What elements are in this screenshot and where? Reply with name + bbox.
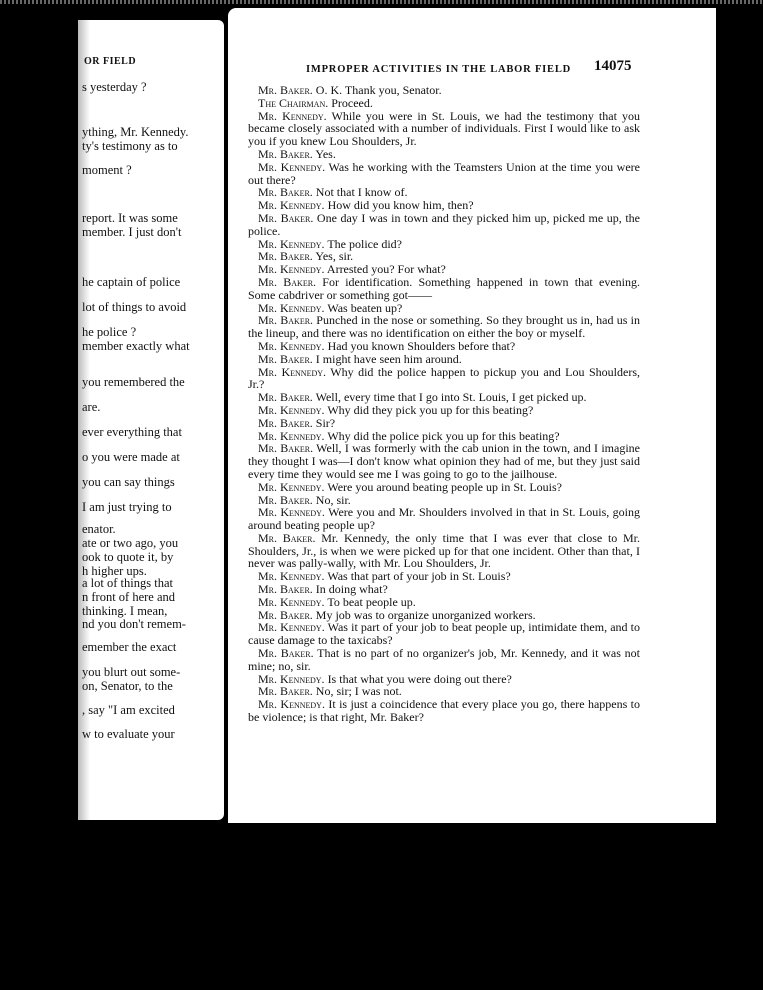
speaker-name: Mr. Baker. — [258, 684, 313, 699]
speech-text: Yes, sir. — [312, 249, 354, 264]
testimony-paragraph — [248, 506, 640, 532]
speech-text: No, sir; I was not. — [312, 684, 402, 699]
testimony-paragraph — [248, 276, 640, 302]
right-page — [228, 8, 716, 823]
speech-text: Is that what you were doing out there? — [324, 671, 512, 686]
left-page-fragment: report. It was some — [82, 211, 178, 225]
testimony-paragraph — [248, 532, 640, 570]
speech-text: For identification. Something happened in town that evening. Some cabdriver or something got—— — [248, 274, 640, 302]
speech-text: I might have seen him around. — [312, 351, 462, 366]
speaker-name: Mr. Baker. — [258, 351, 313, 366]
speech-text: Was he working with the Teamsters Union at the time you were out there? — [248, 159, 640, 187]
speech-text: Was beaten up? — [324, 300, 403, 315]
left-page-fragment: member. I just don't — [82, 225, 182, 239]
speech-text: O. K. Thank you, Senator. — [312, 83, 442, 97]
left-page-fragment: a lot of things that — [82, 576, 173, 590]
testimony-paragraph — [248, 212, 640, 238]
speaker-name: Mr. Baker. — [258, 582, 313, 597]
speaker-name: Mr. Baker. — [258, 249, 313, 264]
speaker-name: Mr. Baker. — [258, 313, 314, 328]
left-page — [78, 20, 224, 820]
testimony-paragraph — [248, 314, 640, 340]
speech-text: Why did they pick you up for this beating? — [324, 402, 534, 417]
speaker-name: Mr. Baker. — [258, 390, 313, 405]
speech-text: In doing what? — [312, 582, 388, 597]
speaker-name: Mr. Baker. — [258, 210, 314, 225]
testimony-text — [248, 84, 640, 724]
speech-text: While you were in St. Louis, we had the testimony that you became closely associated with a number of individuals. First I would like to ask you if you knew Lou Shoulders, Jr. — [248, 108, 640, 149]
speech-text: Was it part of your job to beat people up, intimidate them, and to cause damage to the taxicabs? — [248, 620, 640, 648]
speaker-name: Mr. Baker. — [258, 607, 313, 622]
speaker-name: Mr. Kennedy. — [258, 428, 325, 443]
left-page-fragment: ty's testimony as to — [82, 139, 178, 153]
left-page-fragment: ate or two ago, you — [82, 536, 179, 550]
speaker-name: Mr. Kennedy. — [258, 671, 325, 686]
speaker-name: Mr. Kennedy. — [258, 594, 325, 609]
left-page-fragment: emember the exact — [82, 640, 177, 654]
speech-text: Well, every time that I go into St. Louis, I get picked up. — [312, 390, 587, 405]
speech-text: Were you and Mr. Shoulders involved in that in St. Louis, going around beating people up? — [248, 505, 640, 533]
left-page-fragment: , say "I am excited — [82, 703, 175, 717]
speaker-name: Mr. Baker. — [258, 274, 317, 289]
left-page-fragment: ever everything that — [82, 425, 182, 439]
speech-text: No, sir. — [312, 492, 351, 507]
speech-text: To beat people up. — [324, 594, 416, 609]
speech-text: The police did? — [324, 236, 402, 251]
testimony-paragraph — [248, 621, 640, 647]
speech-text: One day I was in town and they picked him up, picked me up, the police. — [248, 210, 640, 238]
left-page-fragment: n front of here and — [82, 590, 176, 604]
speaker-name: Mr. Kennedy. — [258, 697, 325, 712]
speaker-name: Mr. Kennedy. — [258, 108, 327, 123]
speech-text: Had you known Shoulders before that? — [324, 338, 516, 353]
left-page-fragment: o you were made at — [82, 450, 180, 464]
left-page-fragment: moment ? — [82, 163, 132, 177]
speech-text: That is no part of no organizer's job, Mr. Kennedy, and it was not mine; no, sir. — [248, 646, 640, 673]
speaker-name: Mr. Baker. — [258, 83, 313, 97]
left-page-fragment: h higher ups. — [82, 564, 147, 578]
testimony-paragraph — [248, 366, 640, 392]
speech-text: Yes. — [312, 146, 336, 161]
testimony-paragraph — [248, 161, 640, 187]
left-page-fragment: w to evaluate your — [82, 727, 175, 741]
running-title: IMPROPER ACTIVITIES IN THE LABOR FIELD — [306, 64, 572, 75]
testimony-paragraph — [248, 647, 640, 673]
speech-text: It is just a coincidence that every place you go, there happens to be violence; is that right, Mr. Baker? — [248, 697, 640, 725]
speech-text: Why did the police happen to pickup you and Lou Shoulders, Jr.? — [248, 364, 640, 392]
speaker-name: Mr. Kennedy. — [258, 338, 325, 353]
testimony-paragraph — [248, 110, 640, 148]
testimony-paragraph — [248, 442, 640, 480]
left-running-head: OR FIELD — [84, 56, 137, 67]
speech-text: Sir? — [312, 415, 336, 430]
speech-text: Not that I know of. — [312, 185, 408, 200]
speaker-name: Mr. Kennedy. — [258, 505, 325, 520]
speech-text: My job was to organize unorganized workers. — [312, 607, 536, 622]
speech-text: Was that part of your job in St. Louis? — [324, 569, 511, 584]
left-page-fragment: nd you don't remem- — [82, 617, 186, 631]
left-page-fragment: ook to quote it, by — [82, 550, 174, 564]
left-page-fragment: ything, Mr. Kennedy. — [82, 125, 189, 139]
speaker-name: Mr. Kennedy. — [258, 620, 325, 635]
speaker-name: The Chairman. — [258, 95, 329, 110]
speaker-name: Mr. Kennedy. — [258, 479, 325, 494]
speech-text: Were you around beating people up in St. Louis? — [324, 479, 562, 494]
speaker-name: Mr. Baker. — [258, 415, 313, 430]
speaker-name: Mr. Kennedy. — [258, 198, 325, 213]
left-page-fragment: you can say things — [82, 475, 175, 489]
speaker-name: Mr. Baker. — [258, 441, 314, 456]
speech-text: Punched in the nose or something. So they brought us in, had us in the lineup, and there was no identification on either the boy or myself. — [248, 313, 640, 341]
speaker-name: Mr. Kennedy. — [258, 402, 325, 417]
left-page-fragment: on, Senator, to the — [82, 679, 173, 693]
speech-text: Mr. Kennedy, the only time that I was ever that close to Mr. Shoulders, Jr., is when we were picked up for that one incident. Other than that, I never was pally-wally, with Mr. Lou Shoulders, Jr. — [248, 530, 640, 571]
left-page-fragment: you blurt out some- — [82, 665, 181, 679]
left-page-fragment: you remembered the — [82, 375, 185, 389]
speech-text: Well, I was formerly with the cab union in the town, and I imagine they thought I was—I don't know what opinion they had of me, but they just said every time they would see me I was going to go to the jailhouse. — [248, 441, 640, 481]
speaker-name: Mr. Kennedy. — [258, 300, 325, 315]
left-page-fragment: are. — [82, 400, 101, 414]
speaker-name: Mr. Baker. — [258, 646, 314, 661]
left-page-fragment: member exactly what — [82, 339, 190, 353]
speech-text: How did you know him, then? — [324, 198, 474, 213]
speaker-name: Mr. Kennedy. — [258, 262, 325, 277]
running-head — [228, 58, 708, 78]
testimony-paragraph — [248, 698, 640, 724]
left-page-fragment: thinking. I mean, — [82, 604, 168, 618]
speaker-name: Mr. Kennedy. — [258, 364, 327, 379]
speaker-name: Mr. Kennedy. — [258, 236, 325, 251]
speaker-name: Mr. Kennedy. — [258, 159, 326, 174]
speech-text: Proceed. — [328, 95, 373, 110]
speech-text: Arrested you? For what? — [324, 262, 446, 277]
left-page-fragment: he captain of police — [82, 275, 181, 289]
speaker-name: Mr. Baker. — [258, 146, 313, 161]
speech-text: Why did the police pick you up for this beating? — [324, 428, 560, 443]
speaker-name: Mr. Kennedy. — [258, 569, 325, 584]
speaker-name: Mr. Baker. — [258, 185, 313, 200]
left-page-fragment: he police ? — [82, 325, 137, 339]
speaker-name: Mr. Baker. — [258, 492, 313, 507]
left-page-fragment: enator. — [82, 522, 116, 536]
left-page-fragment: I am just trying to — [82, 500, 172, 514]
page-number: 14075 — [594, 58, 632, 74]
speaker-name: Mr. Baker. — [258, 530, 316, 545]
scan-top-edge — [0, 0, 763, 4]
left-page-fragment: s yesterday ? — [82, 80, 147, 94]
left-page-fragment: lot of things to avoid — [82, 300, 187, 314]
